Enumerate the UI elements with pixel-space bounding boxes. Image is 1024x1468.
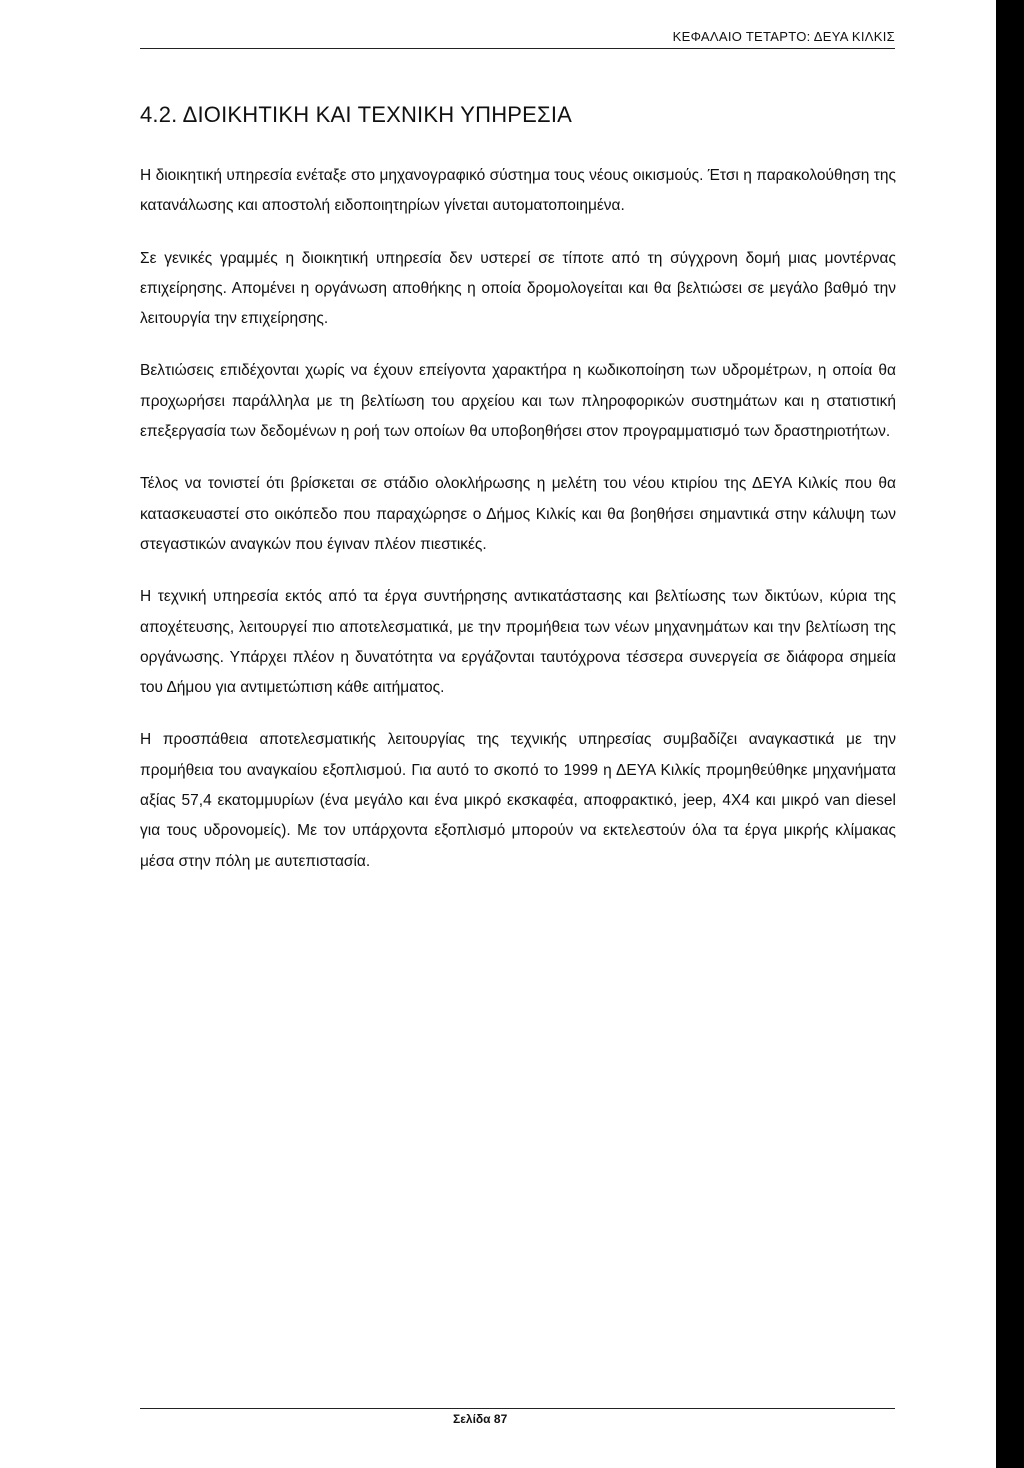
scan-edge-strip xyxy=(996,0,1010,1468)
paragraph-improvements: Βελτιώσεις επιδέχονται χωρίς να έχουν επείγοντα χαρακτήρα η κωδικοποίηση των υδρομέτρων, η οποία θα προχωρήσει παράλληλα με τη βελτίωση του αρχείου και των πληροφορικών συστημάτων και η στατιστική επεξεργασία των δεδομένων η ροή των οποίων θα υποβοηθήσει στον προγραμματισμό των δραστηριοτήτων. xyxy=(140,362,896,441)
body-text xyxy=(140,161,896,899)
paragraph-new-building: Τέλος να τονιστεί ότι βρίσκεται σε στάδιο ολοκλήρωσης η μελέτη του νέου κτιρίου της ΔΕΥΑ Κιλκίς που θα κατασκευαστεί στο οικόπεδο που παραχώρησε ο Δήμος Κιλκίς και θα βοηθήσει σημαντικά στην κάλυψη των στεγαστικών αναγκών που έγιναν πλέον πιεστικές. xyxy=(140,475,896,553)
section-title: 4.2. ΔΙΟΙΚΗΤΙΚΗ ΚΑΙ ΤΕΧΝΙΚΗ ΥΠΗΡΕΣΙΑ xyxy=(140,102,573,127)
page-number: Σελίδα 87 xyxy=(453,1412,508,1426)
header-rule xyxy=(140,48,895,49)
paragraph-technical-service: Η τεχνική υπηρεσία εκτός από τα έργα συντήρησης αντικατάστασης και βελτίωσης των δικτύων, κύρια της αποχέτευσης, λειτουργεί πιο αποτελεσματικά, με την προμήθεια των νέων μηχανημάτων και την βελτίωση της οργάνωσης. Υπάρχει πλέον η δυνατότητα να εργάζονται ταυτόχρονα τέσσερα συνεργεία σε διάφορα σημεία του Δήμου για αντιμετώπιση κάθε αιτήματος. xyxy=(140,588,896,697)
paragraph-admin-billing: Η διοικητική υπηρεσία ενέταξε στο μηχανογραφικό σύστημα τους νέους οικισμούς. Έτσι η παρακολούθηση της κατανάλωσης και αποστολή ειδοποιητηρίων γίνεται αυτοματοποιημένα. xyxy=(140,167,896,215)
paragraph-admin-structure: Σε γενικές γραμμές η διοικητική υπηρεσία δεν υστερεί σε τίποτε από τη σύγχρονη δομή μιας μοντέρνας επιχείρησης. Απομένει η οργάνωση αποθήκης η οποία δρομολογείται και θα βελτιώσει σε μεγάλο βαθμό την λειτουργία την επιχείρησης. xyxy=(140,249,896,328)
running-header: ΚΕΦΑΛΑΙΟ ΤΕΤΑΡΤΟ: ΔΕΥΑ ΚΙΛΚΙΣ xyxy=(672,29,895,44)
paragraph-equipment: Η προσπάθεια αποτελεσματικής λειτουργίας της τεχνικής υπηρεσίας συμβαδίζει αναγκαστικά με την προμήθεια του αναγκαίου εξοπλισμού. Για αυτό το σκοπό το 1999 η ΔΕΥΑ Κιλκίς προμηθεύθηκε μηχανήματα αξίας 57,4 εκατομμυρίων (ένα μεγάλο και ένα μικρό εκσκαφέα, αποφρακτικό, jeep, 4Χ4 και μικρό van diesel για τους υδρονομείς). Με τον υπάρχοντα εξοπλισμό μπορούν να εκτελεστούν όλα τα έργα μικρής κλίμακας μέσα στην πόλη με αυτεπιστασία. xyxy=(140,731,896,870)
footer-rule xyxy=(140,1408,895,1409)
